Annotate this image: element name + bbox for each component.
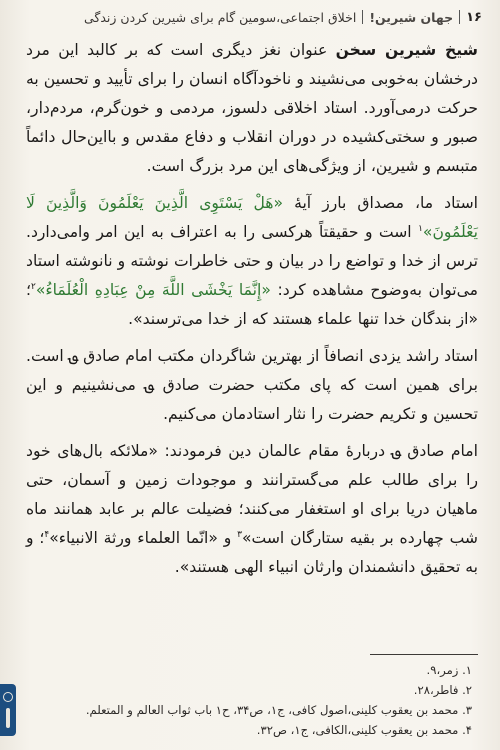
footnotes [26,660,472,740]
paragraph-text: ؛ «از بندگان خدا تنها علماء هستند که از خدا می‌ترسند». [26,281,478,328]
logo-bar-icon [6,708,10,728]
footnote-rule [370,654,478,655]
paragraph-4 [26,437,478,582]
body-text [26,36,478,590]
footnote-ref[interactable]: ۳ [237,529,242,540]
logo-ring-icon [3,692,13,702]
book-title: جهان شیرین! [369,9,454,25]
paragraph-text: و «انّما العلماء ورثة الانبیاء» [49,529,238,547]
paragraph-2 [26,189,478,334]
footnote: ۲. فاطر،۲۸. [413,683,472,697]
paragraph-text: استاد راشد یزدی انصافاً از بهترین شاگردان مکتب امام صادق ؈ است. برای همین است که پای مکتب حضرت صادق ؈ می‌نشینیم و این تحسین و تکریم حضرت را نثار استادمان می‌کنیم. [26,347,478,423]
quran-verse: «هَلْ يَسْتَوِى الَّذِينَ يَعْلَمُونَ وَالَّذِينَ لَا يَعْلَمُونَ» [26,194,478,241]
footnote-ref[interactable]: ۴ [44,529,50,540]
paragraph-text: امام صادق ؈ دربارهٔ مقام عالمان دین فرمودند: «ملائکه بال‌های خود را برای طالب علم می‌گسترانند و موجودات زمین و آسمان، حتی ماهیان دریا برای او استغفار می‌کنند؛ فضیلت عالم بر عابد همانند ماه شب چهارده بر بقیه ستارگان است» [26,442,478,547]
page-number: ۱۶ [466,9,482,25]
chapter-title: اخلاق اجتماعی،سومین گام برای شیرین کردن زندگی [83,9,357,25]
header-divider [362,10,363,24]
footnote: ۴. محمد بن یعقوب کلینی،الکافی، ج۱، ص۳۲. [256,723,472,737]
footnote: ۳. محمد بن یعقوب کلینی،اصول کافی، ج۱، ص۳۴، ح۱ باب ثواب العالم و المتعلم. [85,703,472,717]
paragraph-text: ؛ و به تحقیق دانشمندان وارثان انبیاء الهی هستند». [26,529,478,576]
quran-verse: «إِنَّمَا يَخْشَى اللَّهَ مِنْ عِبَادِهِ الْعُلَمَاءُ» [35,281,271,299]
footnote-ref[interactable]: ۲ [30,281,36,292]
paragraph-text: استاد ما، مصداق بارز آیهٔ [283,194,478,212]
paragraph-3 [26,342,478,429]
lead-phrase: شیخ شیرین سخن [335,41,478,59]
paragraph-text: است و حقیقتاً هرکسی را به اعتراف به این امر وامی‌دارد. ترس از خدا و تواضع را در بیان و حتی خاطرات نوشته و نانوشته استاد می‌توان به‌وضوح مشاهده کرد: [26,223,478,299]
publisher-logo-icon [0,684,16,736]
paragraph-1 [26,36,478,181]
paragraph-text: عنوان نغز دیگری است که بر کالبد این مرد درخشان به‌خوبی می‌نشیند و ناخودآگاه انسان را برای تأیید و تحسین به حرکت درمی‌آورد. استاد اخلاقی دلسوز، مردمی و خون‌گرم، مردم‌دار، صبور و سختی‌کشیده در دوران انقلاب و دفاع مقدس و بااین‌حال دائماً متبسم و شیرین، از ویژگی‌های این مرد بزرگ است. [26,41,478,175]
footnote-ref[interactable]: ۱ [418,223,423,234]
page-header [14,6,482,28]
header-divider [459,10,460,24]
footnote: ۱. زمر،۹. [426,663,472,677]
